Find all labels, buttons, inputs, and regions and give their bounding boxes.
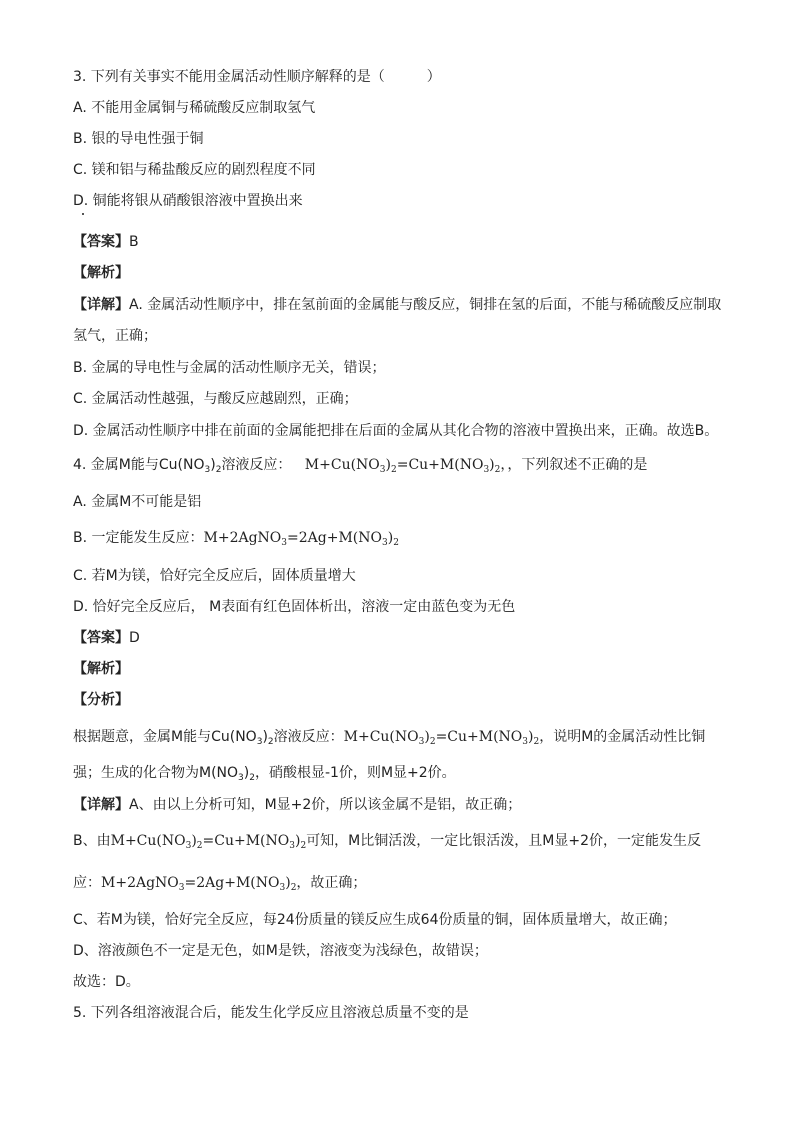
q3-option-d: D. 铜能将银从硝酸银溶液中置换出来	[73, 193, 303, 209]
q4-option-a: A. 金属M不可能是铝	[73, 494, 202, 510]
q4-stem-pre: 4. 金属M能与	[73, 457, 159, 473]
q3-option-a: A. 不能用金属铜与稀硫酸反应制取氢气	[73, 100, 316, 116]
q4-detail-c: C、若M为镁，恰好完全反应，每24份质量的镁反应生成64份质量的铜，固体质量增大，故正确；	[73, 912, 677, 928]
q4-option-b	[73, 528, 399, 548]
analysis-tag: 【解析】	[73, 661, 129, 677]
detail-text: A. 金属活动性顺序中，排在氢前面的金属能与酸反应，铜排在氢的后面，不能与稀硫酸反应制取	[129, 297, 722, 313]
equation-2: $M+2AgNO_3=2Ag+M(NO_3)_2$	[203, 530, 399, 548]
fenxi-product: $M(NO_3)_2$	[199, 765, 255, 783]
stray-dot	[82, 213, 84, 215]
q4-conclusion: 故选：D。	[73, 974, 140, 990]
q4-stem-post: ，，下列叙述不正确的是	[500, 457, 648, 473]
q4-fenxi-line-2: 强；生成的化合物为$M(NO_3)_2$，硝酸根显-1价，则M显+2价。	[73, 765, 456, 783]
equation-1: $M+Cu(NO_3)_2=Cu+M(NO_3)_2$	[304, 457, 501, 475]
q4-answer	[73, 628, 140, 648]
q4-stem-salt: $Cu(NO_3)_2$	[158, 457, 222, 475]
q4-fenxi-line-1: 根据题意，金属M能与$Cu(NO_3)_2$溶液反应：$M+Cu(NO_3)_2=Cu+M(NO_3)_2$，说明M的金属活动性比铜	[73, 729, 706, 747]
answer-value: D	[129, 630, 140, 646]
q3-detail-a-cont: 氢气，正确；	[73, 328, 157, 344]
q3-analysis-tag	[73, 263, 129, 283]
q4-detail-a	[73, 795, 521, 815]
q4-option-b-pre: B. 一定能发生反应：	[73, 530, 204, 546]
q4-detail-b: B、由$M+Cu(NO_3)_2=Cu+M(NO_3)_2$可知，M比铜活泼，一定比银活泼，且M显+2价，一定能发生反	[73, 833, 701, 851]
q4-detail-d: D、溶液颜色不一定是无色，如M是铁，溶液变为浅绿色，故错误；	[73, 943, 488, 959]
q3-detail-b: B. 金属的导电性与金属的活动性顺序无关，错误；	[73, 360, 386, 376]
fenxi-tag: 【分析】	[73, 692, 129, 708]
detail-tag: 【详解】	[73, 297, 129, 313]
q3-detail-c: C. 金属活动性越强，与酸反应越剧烈，正确；	[73, 391, 358, 407]
q4-fenxi-tag	[73, 690, 129, 710]
answer-value: B	[129, 234, 139, 250]
q3-answer	[73, 232, 139, 252]
q4-stem	[73, 455, 647, 475]
q4-stem-mid: 溶液反应：	[221, 457, 292, 473]
answer-tag: 【答案】	[73, 234, 129, 250]
q5-stem: 5. 下列各组溶液混合后，能发生化学反应且溶液总质量不变的是	[73, 1005, 469, 1021]
q3-detail-d: D. 金属活动性顺序中排在前面的金属能把排在后面的金属从其化合物的溶液中置换出来，正确。故选B。	[73, 423, 719, 439]
detail-tag: 【详解】	[73, 797, 129, 813]
q4-analysis-tag	[73, 659, 129, 679]
analysis-tag: 【解析】	[73, 265, 129, 281]
equation-1-repeat: $M+Cu(NO_3)_2=Cu+M(NO_3)_2$	[343, 729, 540, 747]
equation-2-detail: $M+2AgNO_3=2Ag+M(NO_3)_2$	[101, 875, 297, 893]
detail-text: A、由以上分析可知，M显+2价，所以该金属不是铝，故正确；	[129, 797, 522, 813]
q4-option-d: D. 恰好完全反应后， M表面有红色固体析出，溶液一定由蓝色变为无色	[73, 599, 516, 615]
equation-1-detail: $M+Cu(NO_3)_2=Cu+M(NO_3)_2$	[110, 833, 307, 851]
fenxi-salt: $Cu(NO_3)_2$	[211, 729, 274, 747]
q3-detail-a	[73, 295, 721, 315]
answer-tag: 【答案】	[73, 630, 129, 646]
q3-option-b: B. 银的导电性强于铜	[73, 131, 204, 147]
q4-option-c: C. 若M为镁，恰好完全反应后，固体质量增大	[73, 568, 356, 584]
q4-detail-b-cont: 应：$M+2AgNO_3=2Ag+M(NO_3)_2$，故正确；	[73, 875, 367, 893]
q3-option-c: C. 镁和铝与稀盐酸反应的剧烈程度不同	[73, 162, 316, 178]
q3-stem: 3. 下列有关事实不能用金属活动性顺序解释的是（ ）	[73, 69, 441, 85]
